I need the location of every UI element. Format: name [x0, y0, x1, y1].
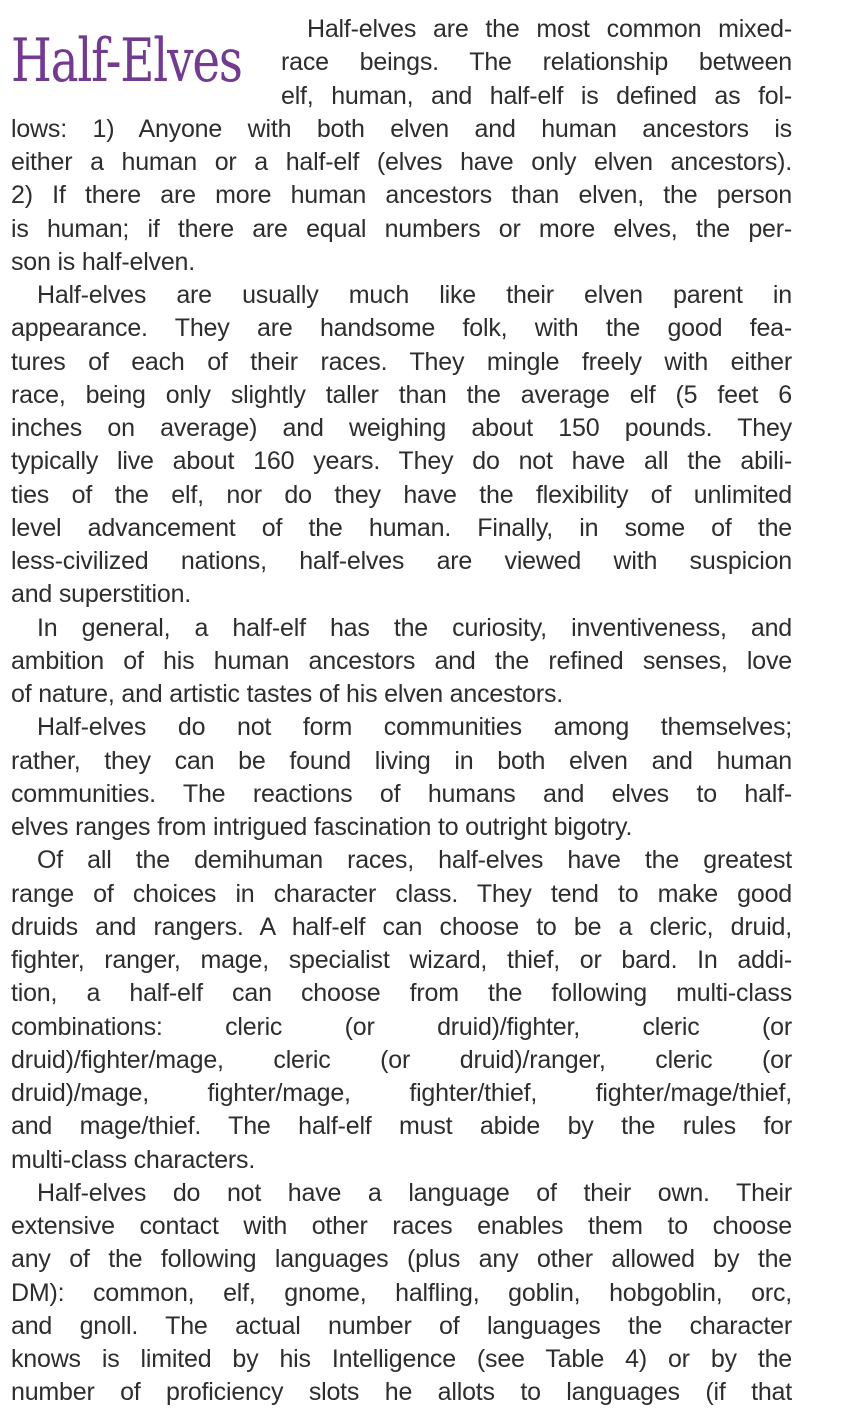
- text-line: less-civilized nations, half-elves are viewed with suspicion: [11, 547, 792, 575]
- text-line: Half-elves do not form communities among themselves;: [37, 713, 792, 742]
- text-line: knows is limited by his Intelligence (see Table 4) or by the: [11, 1345, 792, 1373]
- text-line: typically live about 160 years. They do not have all the abili-: [11, 447, 792, 476]
- text-line: lows: 1) Anyone with both elven and human ancestors is: [11, 114, 792, 143]
- text-line: number of proficiency slots he allots to languages (if that: [11, 1378, 792, 1407]
- section-heading-container: [11, 13, 265, 110]
- text-line: druids and rangers. A half-elf can choose to be a cleric, druid,: [11, 912, 792, 941]
- text-line: any of the following languages (plus any other allowed by the: [11, 1245, 792, 1274]
- text-line: of nature, and artistic tastes of his elven ancestors.: [11, 680, 563, 708]
- text-line: race, being only slightly taller than the average elf (5 feet 6: [11, 380, 792, 409]
- text-line: son is half-elven.: [11, 247, 195, 276]
- text-line: Half-elves are the most common mixed-: [307, 15, 792, 43]
- text-line: ties of the elf, nor do they have the flexibility of unlimited: [11, 480, 792, 509]
- text-line: appearance. They are handsome folk, with the good fea-: [11, 314, 792, 343]
- text-line: and superstition.: [11, 580, 192, 609]
- text-line: and gnoll. The actual number of languages the character: [11, 1311, 792, 1340]
- text-line: multi-class characters.: [11, 1145, 256, 1174]
- text-line: inches on average) and weighing about 150 pounds. They: [11, 414, 792, 442]
- text-line: communities. The reactions of humans and elves to half-: [11, 779, 792, 808]
- text-line: In general, a half-elf has the curiosity, inventiveness, and: [37, 613, 792, 642]
- text-line: ambition of his human ancestors and the refined senses, love: [11, 646, 792, 675]
- text-line: level advancement of the human. Finally, in some of the: [11, 513, 792, 542]
- text-line: druid)/mage, fighter/mage, fighter/thief, fighter/mage/thief,: [11, 1079, 792, 1107]
- text-line: druid)/fighter/mage, cleric (or druid)/ranger, cleric (or: [11, 1045, 792, 1074]
- text-line: either a human or a half-elf (elves have only elven ancestors).: [11, 148, 792, 176]
- text-line: range of choices in character class. They tend to make good: [11, 879, 792, 908]
- text-line: is human; if there are equal numbers or more elves, the per-: [11, 214, 792, 243]
- text-line: DM): common, elf, gnome, halfling, goblin, hobgoblin, orc,: [11, 1278, 792, 1307]
- section-heading: Half-Elves: [11, 26, 242, 96]
- text-line: combinations: cleric (or druid)/fighter, cleric (or: [11, 1012, 792, 1041]
- text-line: 2) If there are more human ancestors than elven, the person: [11, 181, 792, 210]
- text-line: tion, a half-elf can choose from the following multi-class: [11, 979, 792, 1008]
- text-line: extensive contact with other races enables them to choose: [11, 1212, 792, 1240]
- text-line: Half-elves do not have a language of their own. Their: [37, 1178, 792, 1207]
- text-line: fighter, ranger, mage, specialist wizard, thief, or bard. In addi-: [11, 946, 792, 974]
- text-line: tures of each of their races. They mingle freely with either: [11, 347, 792, 376]
- text-line: and mage/thief. The half-elf must abide by the rules for: [11, 1112, 792, 1141]
- text-line: elf, human, and half-elf is defined as fol-: [281, 81, 792, 110]
- text-line: elves ranges from intrigued fascination to outright bigotry.: [11, 813, 633, 841]
- text-line: Of all the demihuman races, half-elves have the greatest: [37, 846, 792, 875]
- text-line: Half-elves are usually much like their elven parent in: [37, 281, 792, 309]
- text-line: race beings. The relationship between: [281, 48, 792, 77]
- article-body: [11, 13, 792, 1410]
- text-line: rather, they can be found living in both elven and human: [11, 746, 792, 775]
